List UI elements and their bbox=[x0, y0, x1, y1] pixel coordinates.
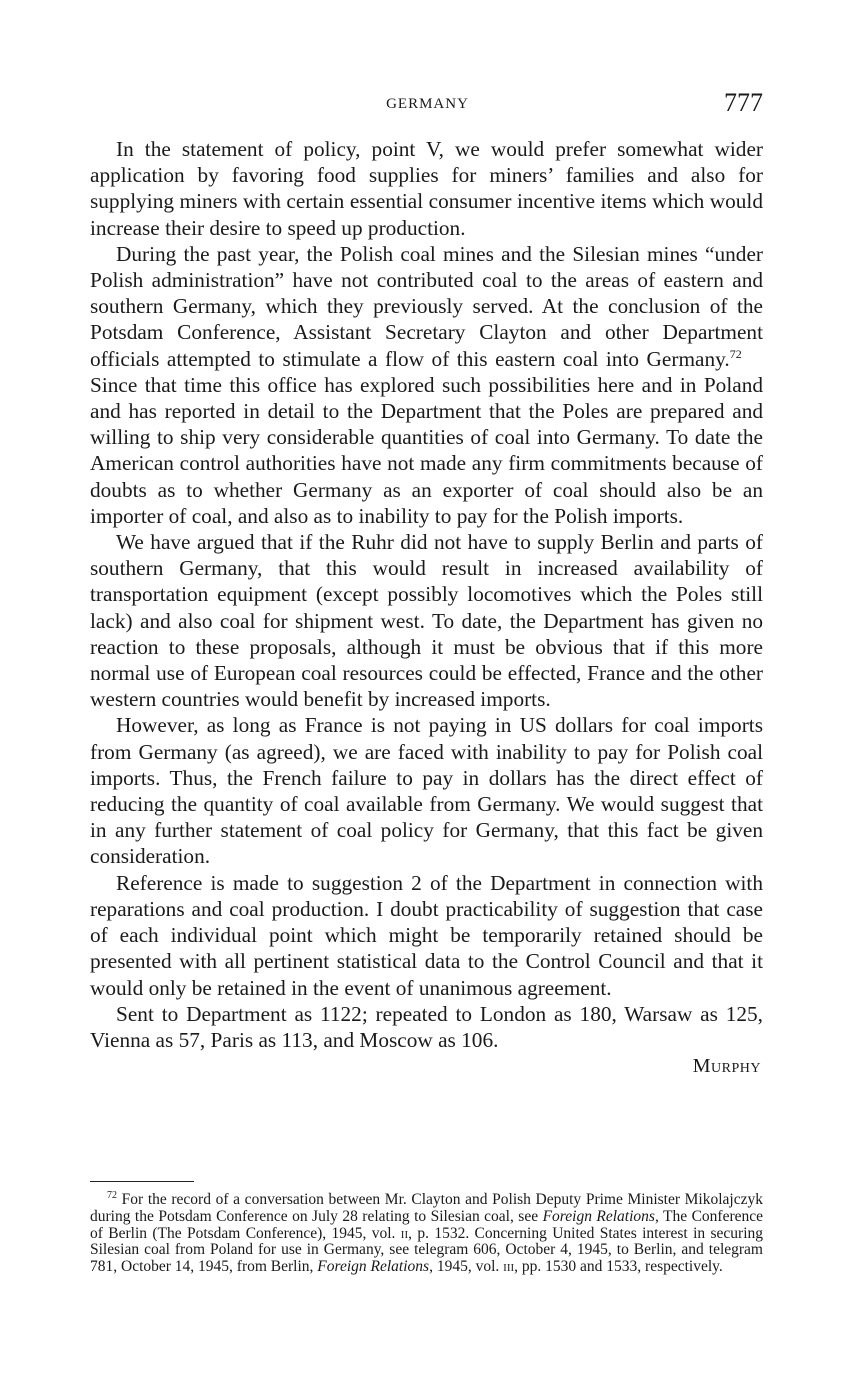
page-number: 777 bbox=[724, 88, 763, 117]
footnote-text-1: For the record of a conversation between Mr. Clayton and Polish Deputy Prime Minister Mikolajczyk during the Potsdam Conference on July 28 relating to Silesian coal, see bbox=[90, 1191, 763, 1225]
running-title: GERMANY bbox=[386, 96, 469, 112]
paragraph-4: However, as long as France is not paying in US dollars for coal imports from Germany (as agreed), we are faced with inability to pay for Polish coal imports. Thus, the French failure to pay in dollars has the direct effect of reducing the quantity of coal available from Germany. We would suggest that in any further statement of coal policy for Germany, that this fact be given consideration. bbox=[90, 713, 763, 869]
paragraph-2-start: During the past year, the Polish coal mines and the Silesian mines “under Polish administration” have not contributed coal to the areas of eastern and southern Germany, which they previously served. At the conclusion of the Potsdam Conference, Assistant Secretary Clayton and other Department officials attempted to stimulate a flow of this eastern coal into Germany. bbox=[90, 241, 763, 371]
paragraph-3: We have argued that if the Ruhr did not have to supply Berlin and parts of southern Germany, that this would result in increased availability of transportation equipment (except possibly locomotives which the Poles still lack) and also coal for shipment west. To date, the Department has given no reaction to these proposals, although it must be obvious that if this more normal use of European coal resources could be effected, France and the other western countries would benefit by increased imports. bbox=[90, 530, 763, 712]
paragraph-5: Reference is made to suggestion 2 of the Department in connection with reparations and coal production. I doubt practicability of suggestion that case of each individual point which might be temporarily retained should be presented with all pertinent statistical data to the Control Council and that it would only be retained in the event of unanimous agreement. bbox=[90, 870, 763, 1000]
footnote-text-2: , The Conference of Berlin (The Potsdam Conference), 1945, vol. bbox=[90, 1207, 763, 1242]
running-head bbox=[90, 88, 765, 128]
footnote-text-5: , pp. 1530 and 1533, respectively. bbox=[514, 1258, 723, 1276]
footnote-text-4: , 1945, vol. bbox=[429, 1258, 500, 1276]
paragraph-2 bbox=[90, 241, 763, 529]
paragraph-1: In the statement of policy, point V, we would prefer somewhat wider application by favoring food supplies for miners’ families and also for supplying miners with certain essential consumer incentive items which would increase their desire to speed up production. bbox=[90, 137, 763, 240]
footnote-marker: 72 bbox=[107, 1189, 117, 1201]
footnote-volume-1: ii bbox=[400, 1224, 409, 1242]
footnote bbox=[90, 1189, 764, 1276]
footnote-citation-title-1: Foreign Relations bbox=[542, 1207, 655, 1225]
footnote-72 bbox=[90, 1189, 764, 1276]
footnote-divider bbox=[90, 1181, 194, 1182]
footnote-citation-title-2: Foreign Relations bbox=[317, 1258, 430, 1276]
paragraph-6: Sent to Department as 1122; repeated to London as 180, Warsaw as 125, Vienna as 57, Paris as 113, and Moscow as 106. bbox=[90, 1001, 763, 1052]
footnote-text-3: , p. 1532. Concerning United States interest in securing Silesian coal from Poland for use in Germany, see telegram 606, October 4, 1945, to Berlin, and telegram 781, October 14, 1945, from Berlin, bbox=[90, 1224, 764, 1276]
paragraph-2-end: Since that time this office has explored such possibilities here and in Poland and has reported in detail to the Department that the Poles are prepared and willing to ship very considerable quantities of coal into Germany. To date the American control authorities have not made any firm commitments because of doubts as to whether Germany as an exporter of coal should also be an importer of coal, and also as to inability to pay for the Polish imports. bbox=[90, 372, 763, 528]
signature: Murphy bbox=[692, 1055, 761, 1078]
footnote-volume-2: iii bbox=[503, 1258, 515, 1276]
footnote-reference[interactable]: 72 bbox=[729, 346, 742, 361]
body-text bbox=[90, 136, 763, 1079]
